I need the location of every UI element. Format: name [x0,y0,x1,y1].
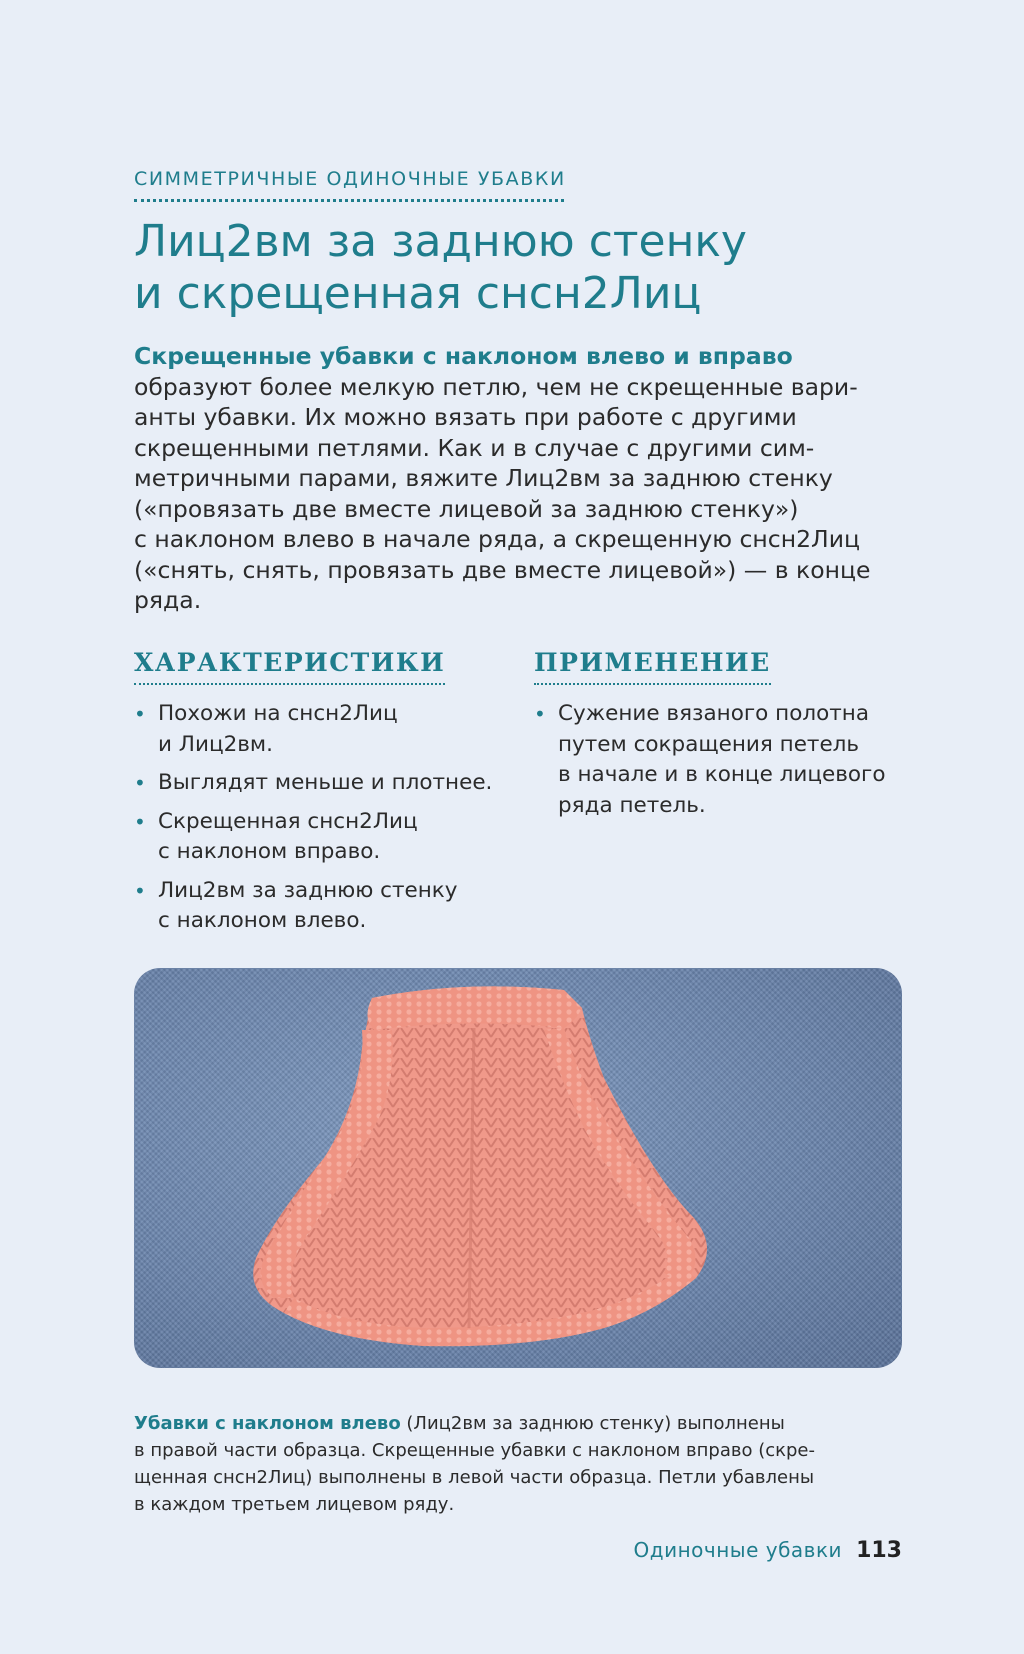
list-item-text: ряда петель. [558,792,706,818]
application-list [534,699,904,821]
caption-line: (Лиц2вм за заднюю стенку) выполнены [400,1413,785,1434]
title-line-1: Лиц2вм за заднюю стенку [134,216,747,267]
list-item [534,699,904,821]
characteristics-heading: ХАРАКТЕРИСТИКИ [134,648,445,685]
list-item-text: в начале и в конце лицевого [558,762,886,787]
list-item-text: с наклоном влево. [158,908,367,933]
list-item [134,876,504,937]
page-number: 113 [856,1538,902,1563]
bullet-icon: • [534,702,546,726]
list-item-text: Похожи на снсн2Лиц [158,701,398,726]
intro-line: («снять, снять, провязать две вместе лицевой») — в конце [134,555,871,584]
list-item [134,699,504,760]
list-item-text: с наклоном вправо. [158,839,381,864]
list-item-text: Сужение вязаного полотна [558,701,869,726]
caption-line: щенная снсн2Лиц) выполнены в левой части образца. Петли убавлены [134,1467,815,1488]
footer-section-title: Одиночные убавки [633,1538,843,1562]
list-item-text: Лиц2вм за заднюю стенку [158,877,458,903]
intro-line: метричными парами, вяжите Лиц2вм за заднюю стенку [134,464,833,492]
intro-line: образуют более мелкую петлю, чем не скрещенные вари- [134,372,858,401]
application-heading: ПРИМЕНЕНИЕ [534,648,771,685]
caption-lead: Убавки с наклоном влево [134,1413,401,1434]
page-footer [634,1538,902,1563]
knitted-swatch-illustration [134,968,902,1368]
page-title [134,216,894,320]
list-item [134,768,504,799]
photo-caption [134,1410,904,1518]
intro-paragraph [134,341,904,616]
eyebrow-dotted-rule [134,199,564,202]
title-line-2: и скрещенная снсн2Лиц [134,268,702,319]
list-item [134,807,504,868]
list-item-text: Выглядят меньше и плотнее. [158,770,493,795]
intro-lead: Скрещенные убавки с наклоном влево и вправо [134,342,793,370]
intro-line: скрещенными петлями. Как и в случае с другими сим- [134,433,815,462]
list-item-text: и Лиц2вм. [158,731,273,757]
caption-line: в правой части образца. Скрещенные убавки с наклоном вправо (скре- [134,1440,815,1461]
bullet-icon: • [134,702,146,726]
caption-line: в каждом третьем лицевом ряду. [134,1494,455,1515]
list-item-text: Скрещенная снсн2Лиц [158,808,418,834]
characteristics-column [134,648,504,945]
characteristics-list [134,699,504,937]
intro-line: («провязать две вместе лицевой за заднюю стенку») [134,494,799,523]
application-column [534,648,904,829]
bullet-icon: • [134,771,146,795]
intro-line: ряда. [134,586,202,614]
intro-line: анты убавки. Их можно вязать при работе с другими [134,403,797,431]
bullet-icon: • [134,809,146,834]
bullet-icon: • [134,878,146,903]
knitting-sample-photo [134,968,902,1368]
list-item-text: путем сокращения петель [558,731,860,757]
intro-line: с наклоном влево в начале ряда, а скрещенную снсн2Лиц [134,525,860,553]
section-eyebrow: СИММЕТРИЧНЫЕ ОДИНОЧНЫЕ УБАВКИ [134,168,566,190]
